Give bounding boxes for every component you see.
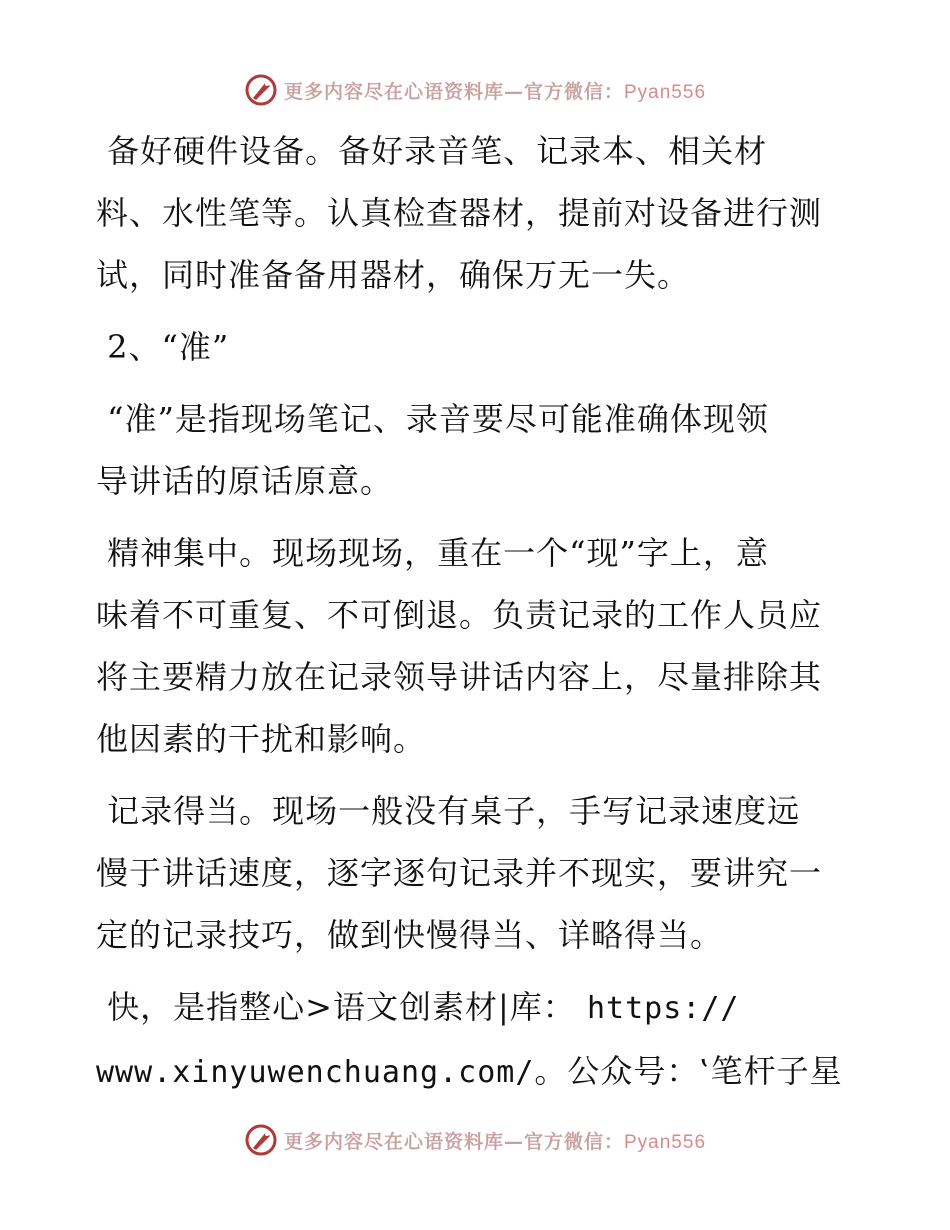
document-body [96, 120, 856, 1104]
header-brand-label: 更多内容尽在心语资料库—官方微信： [283, 80, 624, 103]
paragraph-line: 记录得当。现场一般没有桌子，手写记录速度远 [96, 792, 801, 830]
paragraph-line: 他因素的干扰和影响。 [96, 720, 427, 758]
paragraph-line [96, 976, 856, 1040]
paragraph-line: 定的记录技巧，做到快慢得当、详略得当。 [96, 916, 724, 954]
website-link-part[interactable]: https:// [586, 991, 740, 1026]
paragraph-line [96, 1040, 856, 1104]
header-brand-text [284, 77, 706, 104]
paragraph-line: 料、水性笔等。认真检查器材，提前对设备进行测 [96, 194, 823, 232]
paragraph-line: 备好硬件设备。备好录音笔、记录本、相关材 [96, 132, 768, 170]
pen-nib-circle-icon [244, 73, 278, 107]
section-heading: 2、“准” [96, 328, 230, 366]
paragraph-text: 快，是指整心>语文创素材|库： [96, 988, 576, 1026]
footer-banner [0, 1120, 950, 1160]
paragraph-text: 。公众号：‛笔杆子星 [534, 1052, 843, 1090]
paragraph-line: 慢于讲话速度，逐字逐句记录并不现实，要讲究一 [96, 854, 823, 892]
footer-brand-label: 更多内容尽在心语资料库—官方微信： [283, 1130, 624, 1153]
paragraph-line: 导讲话的原话原意。 [96, 462, 394, 500]
footer-brand-text [284, 1127, 706, 1154]
paragraph-line: 试，同时准备备用器材，确保万无一失。 [96, 256, 691, 294]
paragraph-line: 将主要精力放在记录领导讲话内容上，尽量排除其 [96, 658, 823, 696]
website-link[interactable]: www.xinyuwenchuang.com/ [96, 1055, 535, 1090]
paragraph-line: 味着不可重复、不可倒退。负责记录的工作人员应 [96, 596, 823, 634]
paragraph-line: “准”是指现场笔记、录音要尽可能准确体现领 [96, 400, 769, 438]
header-wechat-id: Pyan556 [624, 81, 707, 103]
header-banner [0, 70, 950, 110]
pen-nib-circle-icon [244, 1123, 278, 1157]
footer-wechat-id: Pyan556 [624, 1131, 707, 1153]
paragraph-line: 精神集中。现场现场，重在一个“现”字上，意 [96, 534, 769, 572]
